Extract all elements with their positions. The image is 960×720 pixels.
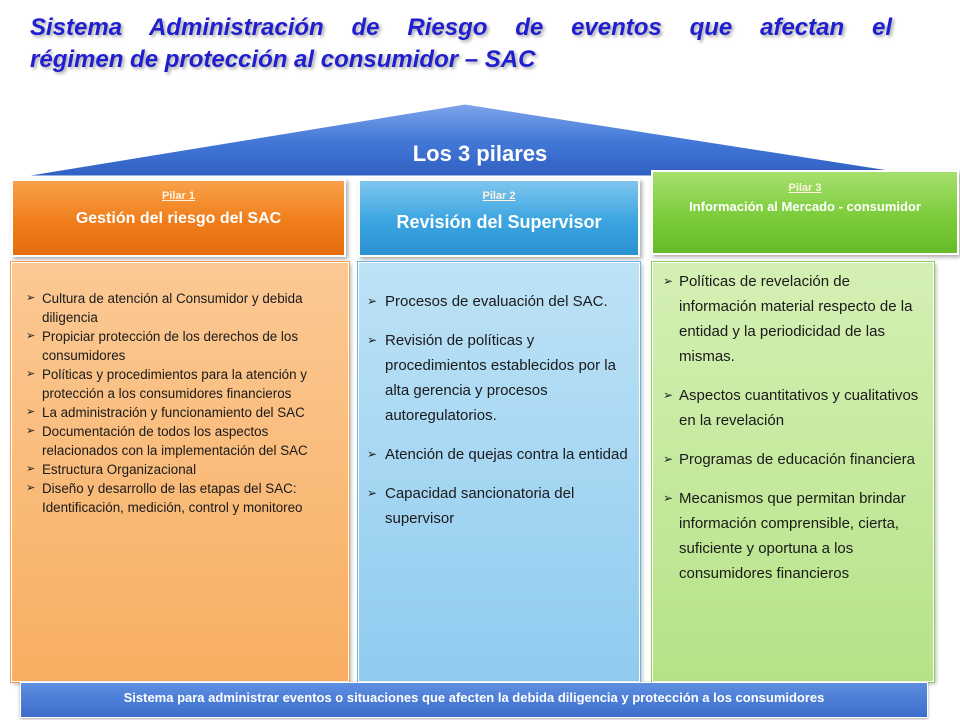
list-item (26, 460, 341, 479)
list-item (367, 289, 632, 314)
pillar-1-body (11, 262, 349, 682)
pillar-3-body (652, 262, 934, 682)
pillar-3-name: Información al Mercado - consumidor (689, 199, 921, 214)
pillar-1-number: Pilar 1 (161, 190, 196, 202)
title-line-2: régimen de protección al consumidor – SAC (30, 46, 536, 73)
arrow-bullet-icon: ➢ (367, 486, 378, 500)
arrow-bullet-icon: ➢ (663, 388, 674, 402)
list-item-text: Diseño y desarrollo de las etapas del SAC: Identificación, medición, control y monitoreo (42, 481, 303, 515)
pillar-2-number: Pilar 2 (482, 190, 516, 202)
arrow-bullet-icon: ➢ (367, 333, 378, 347)
arrow-bullet-icon: ➢ (663, 452, 674, 466)
arrow-bullet-icon: ➢ (26, 368, 36, 380)
list-item (26, 365, 341, 403)
list-item-text: Documentación de todos los aspectos relacionados con la implementación del SAC (42, 424, 308, 458)
arrow-bullet-icon: ➢ (26, 425, 36, 437)
arrow-bullet-icon: ➢ (663, 491, 674, 505)
arrow-bullet-icon: ➢ (26, 330, 36, 342)
footer-banner: Sistema para administrar eventos o situaciones que afecten la debida diligencia y protección a los consumidores (20, 682, 928, 718)
pillar-3-list (663, 269, 928, 600)
pillar-2-list (367, 289, 632, 545)
pillar-1-name: Gestión del riesgo del SAC (75, 210, 282, 227)
list-item (26, 479, 341, 517)
list-item (663, 486, 928, 586)
pillar-2-name: Revisión del Supervisor (396, 212, 602, 232)
list-item-text: Revisión de políticas y procedimientos establecidos por la alta gerencia y procesos autoregulatorios. (385, 332, 616, 424)
arrow-bullet-icon: ➢ (26, 292, 36, 304)
list-item (26, 327, 341, 365)
list-item-text: Programas de educación financiera (679, 451, 915, 468)
list-item (367, 481, 632, 531)
list-item (663, 383, 928, 433)
roof-label: Los 3 pilares (412, 141, 548, 166)
arrow-bullet-icon: ➢ (367, 294, 378, 308)
list-item-text: Mecanismos que permitan brindar información comprensible, cierta, suficiente y oportuna a los consumidores financieros (679, 490, 906, 582)
list-item-text: Políticas de revelación de información material respecto de la entidad y la periodicidad de las mismas. (679, 273, 913, 365)
list-item-text: Políticas y procedimientos para la atención y protección a los consumidores financieros (42, 367, 307, 401)
list-item-text: Propiciar protección de los derechos de los consumidores (42, 329, 299, 363)
arrow-bullet-icon: ➢ (663, 274, 674, 288)
pillar-2-header (358, 179, 640, 257)
arrow-bullet-icon: ➢ (26, 406, 36, 418)
list-item-text: Atención de quejas contra la entidad (385, 446, 628, 463)
list-item (663, 269, 928, 369)
list-item-text: Cultura de atención al Consumidor y debida diligencia (42, 291, 303, 325)
pillar-1-header (11, 179, 346, 257)
list-item (26, 403, 341, 422)
list-item (663, 447, 928, 472)
list-item-text: Capacidad sancionatoria del supervisor (385, 485, 575, 527)
slide-title (30, 12, 892, 76)
arrow-bullet-icon: ➢ (26, 463, 36, 475)
list-item-text: Aspectos cuantitativos y cualitativos en la revelación (679, 387, 919, 429)
arrow-bullet-icon: ➢ (367, 447, 378, 461)
list-item (367, 442, 632, 467)
pillar-3-header (651, 170, 959, 255)
list-item (26, 422, 341, 460)
list-item-text: Estructura Organizacional (42, 462, 197, 477)
list-item (26, 289, 341, 327)
arrow-bullet-icon: ➢ (26, 482, 36, 494)
pillar-1-list (26, 289, 341, 517)
list-item-text: Procesos de evaluación del SAC. (385, 293, 608, 310)
pillar-2-body (358, 262, 640, 682)
title-line-1: Sistema Administración de Riesgo de eventos que afectan el (30, 14, 892, 41)
pillar-3-number: Pilar 3 (788, 182, 822, 194)
list-item (367, 328, 632, 428)
list-item-text: La administración y funcionamiento del SAC (42, 405, 305, 420)
